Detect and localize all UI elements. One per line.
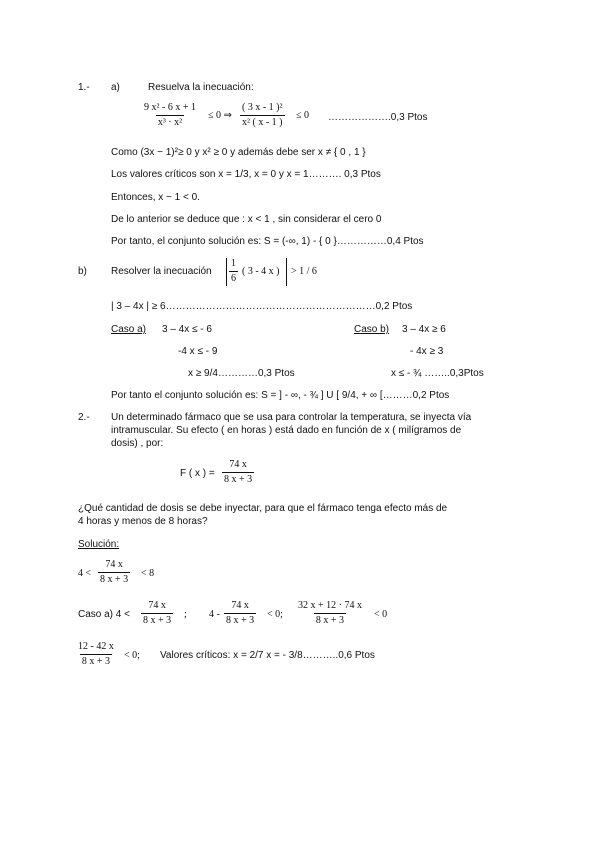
fraction-numerator: 74 x	[148, 600, 166, 611]
caso-b-label: Caso b)	[354, 324, 390, 335]
b-relation: > 1 / 6	[291, 266, 317, 277]
inequality-fraction	[98, 559, 130, 586]
caso-a-relation-2: < 0;	[267, 609, 283, 620]
fraction-denominator: x³ · x²	[157, 117, 183, 128]
equation-right-fraction	[240, 102, 285, 129]
equation-relation-2: ≤ 0	[296, 110, 309, 121]
fraction-numerator: 1	[231, 258, 236, 269]
b-solution-set-line: Por tanto el conjunto solución es: S = ] - ∞, - ¾ ] U [ 9/4, + ∞ [………0,2 Ptos	[111, 390, 450, 401]
statement-line-2: intramuscular. Su efecto ( en horas ) está dado en función de x ( milígramos de	[111, 425, 462, 436]
question-line-1: ¿Qué cantidad de dosis se debe inyectar, para que el fármaco tenga efecto más de	[78, 503, 448, 514]
function-fraction	[222, 459, 254, 486]
caso-b-expression: 3 – 4x ≥ 6	[402, 324, 446, 335]
caso-a-fraction-3	[296, 600, 364, 627]
case-a-step-1: -4 x ≤ - 9	[178, 346, 218, 357]
statement-line-3: dosis) , por:	[111, 438, 164, 449]
b-expression: ( 3 - 4 x )	[242, 266, 280, 277]
function-lhs: F ( x ) =	[180, 468, 215, 479]
inequality-left: 4 <	[78, 568, 92, 579]
caso-a-expression: 3 – 4x ≤ - 6	[162, 324, 212, 335]
fraction-denominator: 8 x + 3	[100, 574, 129, 585]
fraction-denominator: x² ( x - 1 )	[242, 117, 283, 128]
problem-2-number: 2.-	[78, 412, 90, 423]
fraction-numerator: 12 - 42 x	[78, 641, 114, 652]
caso-a-2-text: Caso a) 4 <	[78, 609, 130, 620]
inequality-right: < 8	[141, 568, 155, 579]
deduce-line: De lo anterior se deduce que : x < 1 , sin considerar el cero 0	[111, 214, 382, 225]
problem-1-number: 1.-	[78, 82, 90, 93]
case-b-step-2: x ≤ - ¾ ……..0,3Ptos	[391, 368, 484, 379]
fraction-numerator: 74 x	[105, 559, 123, 570]
caso-a-label: Caso a)	[111, 324, 147, 335]
critical-values-2-line: Valores críticos: x = 2/7 x = - 3/8………..0,6 Ptos	[160, 650, 375, 661]
caso-a-fraction-2	[224, 600, 256, 627]
part-b-letter: b)	[78, 266, 87, 277]
fraction-numerator: 74 x	[229, 459, 247, 470]
caso-a-relation-1: ;	[184, 609, 187, 620]
equation-relation-1: ≤ 0 ⇒	[208, 110, 232, 121]
fraction-numerator: 9 x² - 6 x + 1	[144, 102, 196, 113]
solution-set-line: Por tanto, el conjunto solución es: S = (-∞, 1) - { 0 }……………0,4 Ptos	[111, 236, 424, 247]
case-b-step-1: - 4x ≥ 3	[410, 346, 444, 357]
question-line-2: 4 horas y menos de 8 horas?	[78, 516, 208, 527]
critical-values-line: Los valores críticos son x = 1/3, x = 0 y x = 1………. 0,3 Ptos	[111, 169, 381, 180]
statement-line-1: Un determinado fármaco que se usa para controlar la temperatura, se inyecta vía	[111, 412, 472, 423]
entonces-line: Entonces, x − 1 < 0.	[111, 192, 200, 203]
final-relation: < 0;	[124, 650, 140, 661]
abs-inequality-line: | 3 – 4x | ≥ 6………………………………………………………0,2 Ptos	[111, 301, 413, 312]
fraction-numerator: 32 x + 12 · 74 x	[298, 600, 362, 611]
fraction-denominator: 8 x + 3	[226, 615, 255, 626]
fraction-denominator: 8 x + 3	[143, 615, 172, 626]
caso-a-fraction-1	[141, 600, 173, 627]
case-a-step-2: x ≥ 9/4…………0,3 Ptos	[188, 368, 295, 379]
como-line: Como (3x − 1)²≥ 0 y x² ≥ 0 y además debe ser x ≠ { 0 , 1 }	[111, 147, 366, 158]
final-fraction	[76, 641, 116, 668]
b-fraction	[229, 258, 238, 285]
caso-a-mid: 4 -	[209, 609, 220, 620]
fraction-denominator: 8 x + 3	[81, 656, 110, 667]
fraction-denominator: 6	[231, 273, 236, 284]
caso-a-relation-3: < 0	[374, 609, 388, 620]
part-b-instruction: Resolver la inecuación	[111, 266, 212, 277]
solution-label: Solución:	[78, 539, 120, 550]
abs-bar-left	[226, 258, 227, 286]
equation-points: ……………….0,3 Ptos	[328, 112, 428, 123]
fraction-denominator: 8 x + 3	[224, 474, 253, 485]
part-a-instruction: Resuelva la inecuación:	[148, 82, 254, 93]
fraction-numerator: 74 x	[231, 600, 249, 611]
fraction-numerator: ( 3 x - 1 )²	[242, 102, 283, 113]
abs-bar-right	[286, 258, 287, 286]
part-a-letter: a)	[111, 82, 120, 93]
fraction-denominator: 8 x + 3	[315, 615, 345, 626]
equation-left-fraction	[142, 102, 198, 129]
